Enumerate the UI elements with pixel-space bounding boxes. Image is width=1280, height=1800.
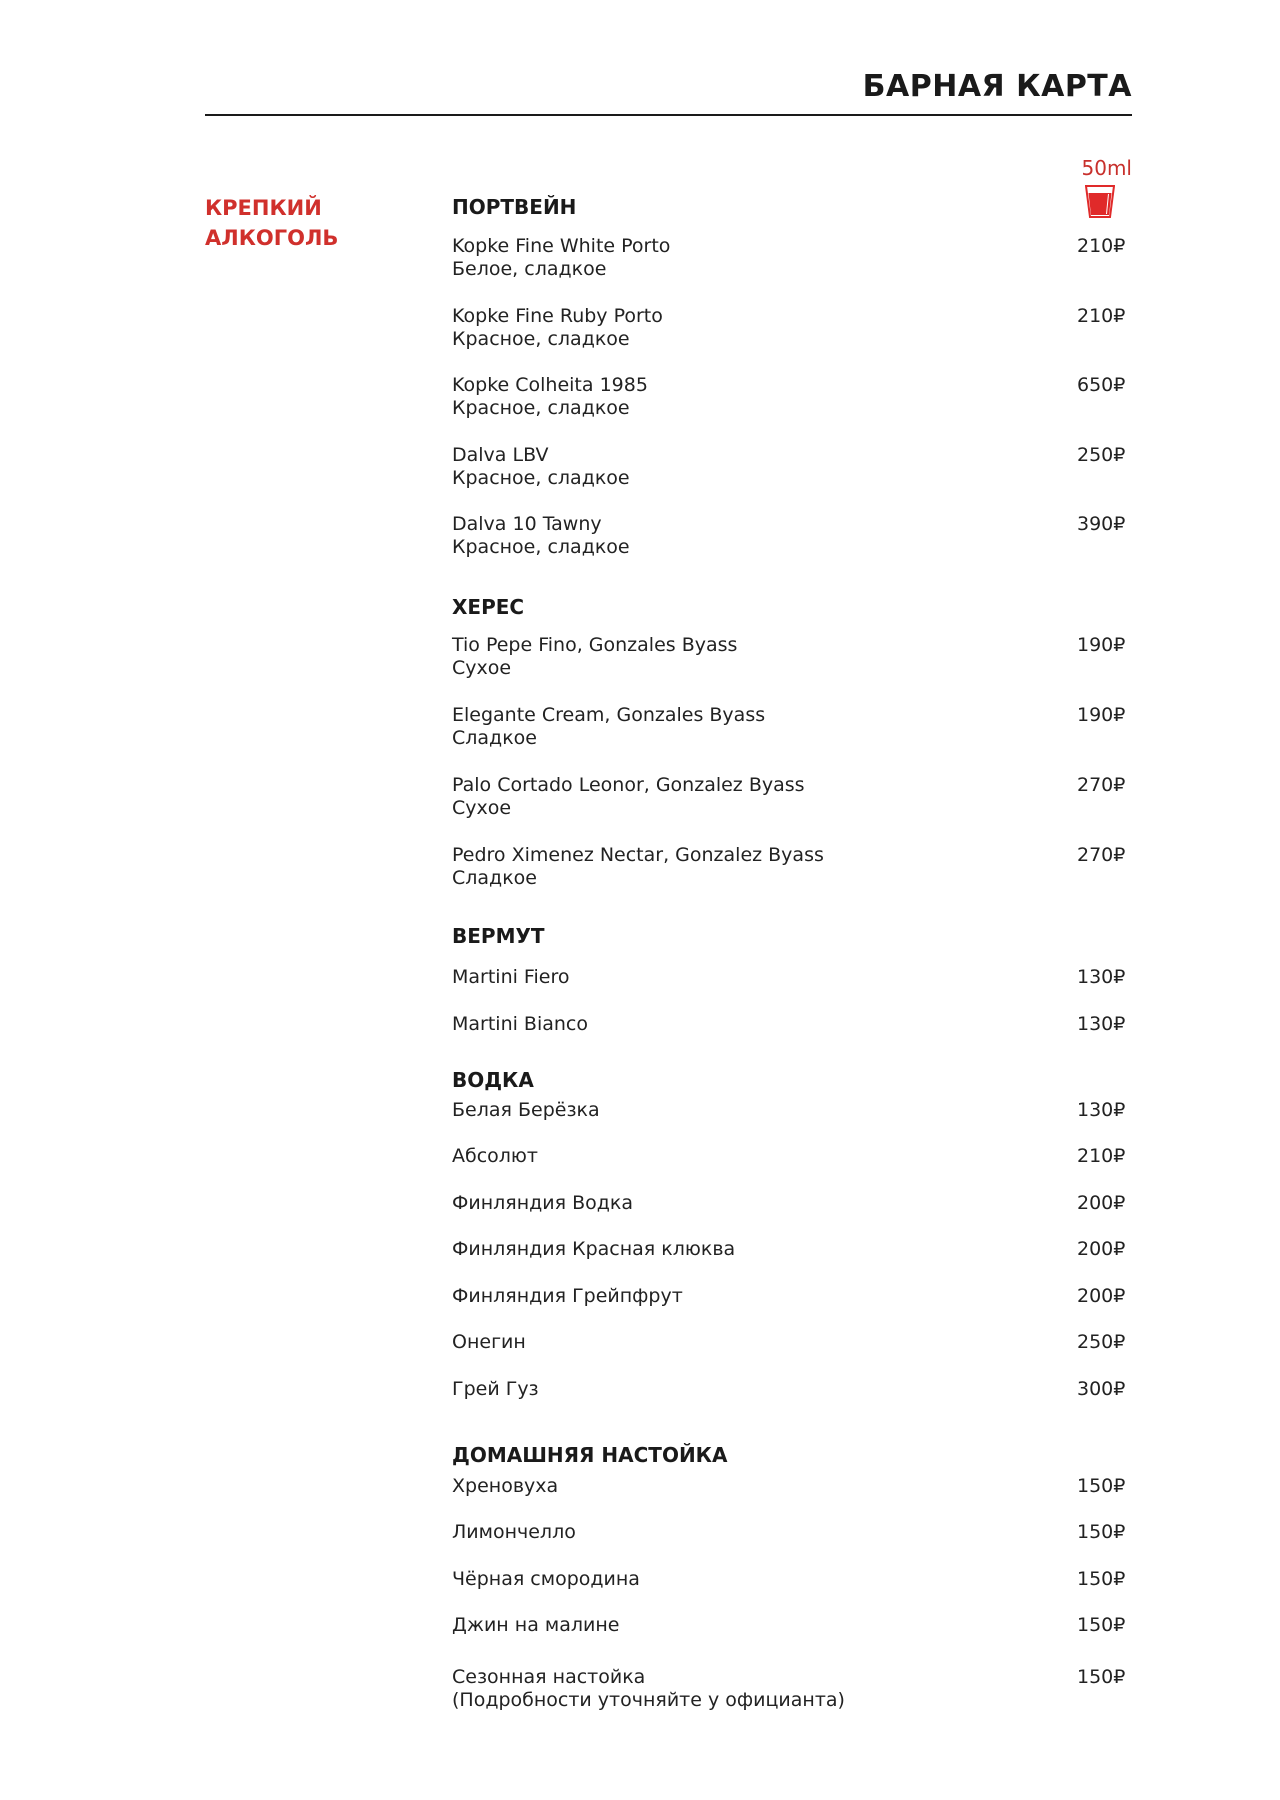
item-name: Чёрная смородина — [452, 1568, 640, 1590]
item-name: Онегин — [452, 1331, 526, 1353]
menu-item — [452, 634, 1152, 680]
section-heading-sherry: ХЕРЕС — [452, 595, 525, 619]
item-price: 270₽ — [1077, 844, 1126, 866]
category-label-line1: КРЕПКИЙ — [205, 196, 322, 220]
page-title: БАРНАЯ КАРТА — [862, 69, 1132, 104]
item-name: Лимончелло — [452, 1521, 576, 1543]
item-description: Красное, сладкое — [452, 467, 630, 489]
item-price: 150₽ — [1077, 1475, 1126, 1497]
item-price: 150₽ — [1077, 1614, 1126, 1636]
item-price: 210₽ — [1077, 305, 1126, 327]
item-description: (Подробности уточняйте у официанта) — [452, 1689, 845, 1711]
item-price: 650₽ — [1077, 374, 1126, 396]
menu-item — [452, 1568, 1152, 1591]
item-name: Martini Bianco — [452, 1013, 589, 1035]
item-description: Белое, сладкое — [452, 258, 607, 280]
item-description: Сладкое — [452, 867, 537, 889]
item-name: Martini Fiero — [452, 966, 570, 988]
item-price: 300₽ — [1077, 1378, 1126, 1400]
section-heading-vermouth: ВЕРМУТ — [452, 924, 545, 948]
header-divider — [205, 114, 1132, 116]
item-name: Финляндия Красная клюква — [452, 1238, 736, 1260]
section-heading-vodka: ВОДКА — [452, 1068, 534, 1092]
item-name: Palo Cortado Leonor, Gonzalez Byass — [452, 774, 805, 796]
item-price: 200₽ — [1077, 1285, 1126, 1307]
menu-item — [452, 1331, 1152, 1354]
menu-item — [452, 1238, 1152, 1261]
menu-item — [452, 1521, 1152, 1544]
item-price: 150₽ — [1077, 1521, 1126, 1543]
section-heading-port: ПОРТВЕЙН — [452, 195, 577, 219]
menu-item — [452, 844, 1152, 890]
item-name: Абсолют — [452, 1145, 538, 1167]
menu-item — [452, 1666, 1152, 1712]
item-price: 270₽ — [1077, 774, 1126, 796]
menu-item — [452, 1145, 1152, 1168]
menu-item — [452, 1475, 1152, 1498]
menu-item — [452, 513, 1152, 559]
item-name: Pedro Ximenez Nectar, Gonzalez Byass — [452, 844, 824, 866]
item-price: 190₽ — [1077, 704, 1126, 726]
item-price: 200₽ — [1077, 1192, 1126, 1214]
item-price: 210₽ — [1077, 1145, 1126, 1167]
menu-item — [452, 1614, 1152, 1637]
item-name: Tio Pepe Fino, Gonzales Byass — [452, 634, 738, 656]
menu-item — [452, 704, 1152, 750]
category-label — [205, 193, 338, 253]
item-name: Финляндия Грейпфрут — [452, 1285, 683, 1307]
category-label-line2: АЛКОГОЛЬ — [205, 226, 339, 250]
menu-item — [452, 1192, 1152, 1215]
item-description: Сладкое — [452, 727, 537, 749]
item-price: 390₽ — [1077, 513, 1126, 535]
item-name: Белая Берёзка — [452, 1099, 600, 1121]
item-name: Хреновуха — [452, 1475, 559, 1497]
item-name: Kopke Fine Ruby Porto — [452, 305, 663, 327]
menu-item — [452, 374, 1152, 420]
item-price: 150₽ — [1077, 1666, 1126, 1688]
item-description: Сухое — [452, 657, 512, 679]
item-description: Сухое — [452, 797, 512, 819]
item-name: Финляндия Водка — [452, 1192, 633, 1214]
item-name: Сезонная настойка — [452, 1666, 646, 1688]
menu-item — [452, 444, 1152, 490]
menu-item — [452, 774, 1152, 820]
item-name: Dalva 10 Tawny — [452, 513, 602, 535]
item-price: 130₽ — [1077, 1013, 1126, 1035]
item-description: Красное, сладкое — [452, 536, 630, 558]
menu-item — [452, 235, 1152, 281]
menu-item — [452, 966, 1152, 989]
item-name: Elegante Cream, Gonzales Byass — [452, 704, 766, 726]
item-description: Красное, сладкое — [452, 328, 630, 350]
menu-item — [452, 1099, 1152, 1122]
menu-item — [452, 1013, 1152, 1036]
item-description: Красное, сладкое — [452, 397, 630, 419]
item-name: Джин на малине — [452, 1614, 620, 1636]
item-name: Грей Гуз — [452, 1378, 539, 1400]
item-name: Kopke Colheita 1985 — [452, 374, 648, 396]
section-heading-tincture: ДОМАШНЯЯ НАСТОЙКА — [452, 1443, 728, 1467]
menu-item — [452, 1378, 1152, 1401]
menu-item — [452, 305, 1152, 351]
item-price: 250₽ — [1077, 1331, 1126, 1353]
shot-glass-icon — [1085, 185, 1115, 218]
item-price: 190₽ — [1077, 634, 1126, 656]
volume-label: 50ml — [1081, 156, 1132, 180]
item-name: Dalva LBV — [452, 444, 549, 466]
item-price: 150₽ — [1077, 1568, 1126, 1590]
item-name: Kopke Fine White Porto — [452, 235, 671, 257]
item-price: 200₽ — [1077, 1238, 1126, 1260]
item-price: 210₽ — [1077, 235, 1126, 257]
item-price: 130₽ — [1077, 1099, 1126, 1121]
menu-item — [452, 1285, 1152, 1308]
item-price: 250₽ — [1077, 444, 1126, 466]
item-price: 130₽ — [1077, 966, 1126, 988]
